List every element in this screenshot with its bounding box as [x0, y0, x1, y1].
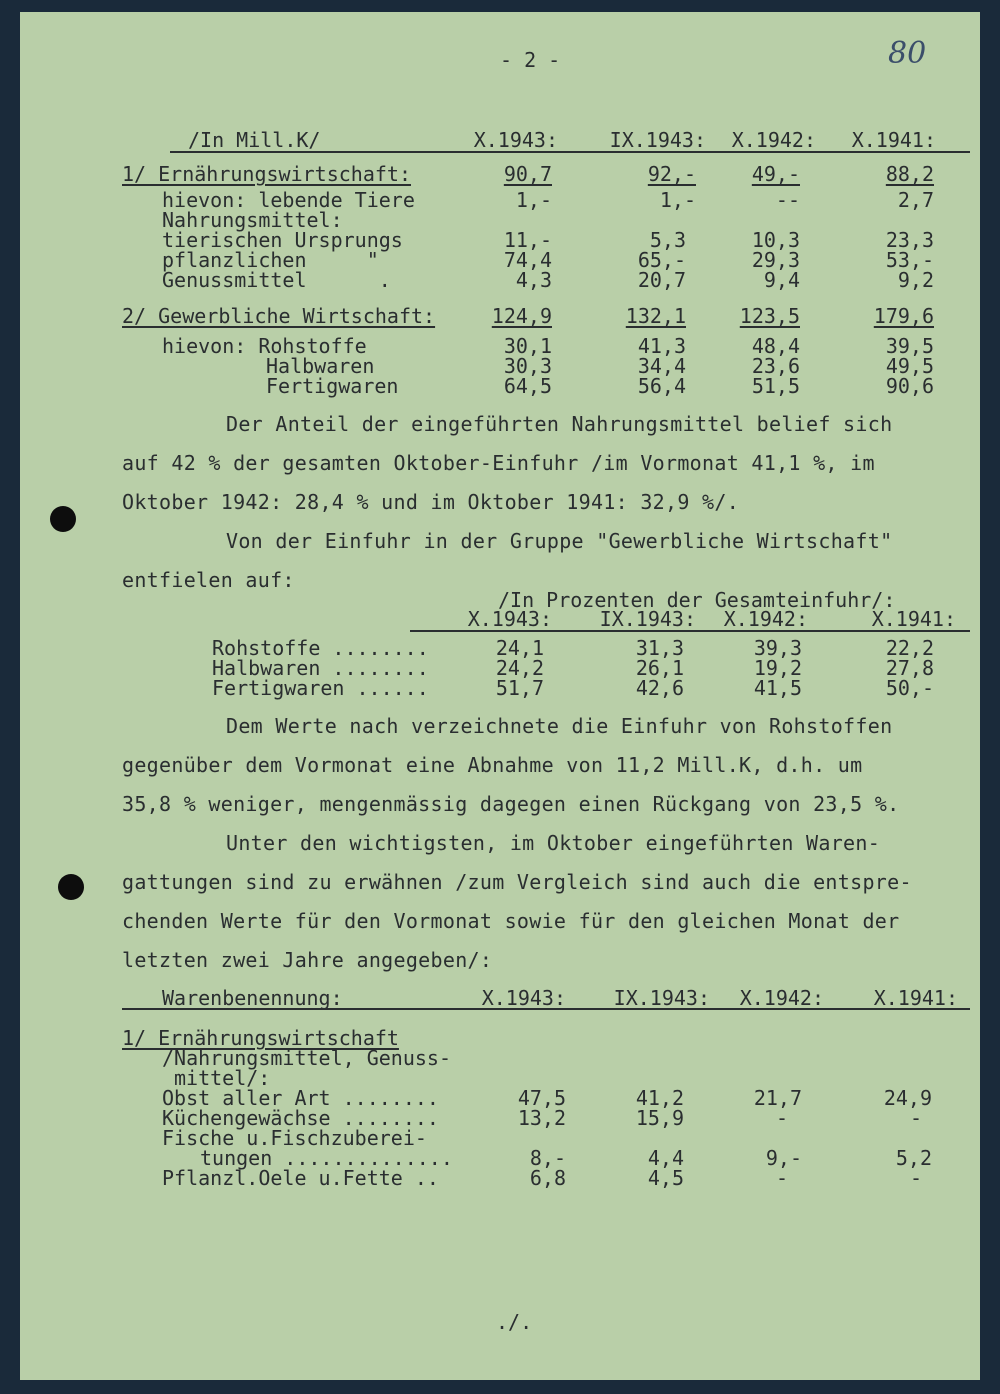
cell: 179,6: [873, 304, 934, 328]
cell: 49,5: [885, 354, 934, 378]
table2-col-header: X.1943:: [467, 607, 552, 631]
cell: 29,3: [751, 248, 800, 272]
paragraph-line: Unter den wichtigsten, im Oktober eingeführten Waren-: [226, 831, 881, 855]
table1-col-header: X.1942:: [731, 128, 816, 152]
page-number: - 2 -: [500, 48, 561, 72]
cell: 8,-: [529, 1146, 566, 1170]
punch-hole-top: [50, 506, 76, 532]
paragraph-line: Dem Werte nach verzeichnete die Einfuhr von Rohstoffen: [226, 714, 893, 738]
cell: 15,9: [635, 1106, 684, 1130]
table1-col-header: X.1941:: [851, 128, 936, 152]
table3-col-header: X.1943:: [481, 986, 566, 1010]
table3-col-header: IX.1943:: [613, 986, 710, 1010]
document-sheet: [20, 12, 980, 1380]
cell: 24,9: [883, 1086, 932, 1110]
paragraph-line: Oktober 1942: 28,4 % und im Oktober 1941: 32,9 %/.: [122, 490, 740, 514]
cell: 47,5: [517, 1086, 566, 1110]
cell: 4,3: [515, 268, 552, 292]
cell: 31,3: [635, 636, 684, 660]
cell: 23,3: [885, 228, 934, 252]
cell: 90,7: [503, 162, 552, 186]
cell: 132,1: [625, 304, 686, 328]
cell: 30,1: [503, 334, 552, 358]
cell: 53,-: [885, 248, 934, 272]
cell: 10,3: [751, 228, 800, 252]
cell: 1,-: [515, 188, 552, 212]
table3-section-title: 1/ Ernährungswirtschaft: [122, 1026, 399, 1050]
cell: 22,2: [885, 636, 934, 660]
table3-col-header: X.1941:: [873, 986, 958, 1010]
paragraph-line: Der Anteil der eingeführten Nahrungsmittel belief sich: [226, 412, 893, 436]
table2-unit-label: /In Prozenten der Gesamteinfuhr/:: [498, 588, 896, 612]
cell: 90,6: [885, 374, 934, 398]
cell: -: [775, 1166, 788, 1190]
cell: 41,2: [635, 1086, 684, 1110]
row-label: hievon: Rohstoffe: [162, 334, 367, 358]
cell: 24,2: [495, 656, 544, 680]
cell: 9,-: [765, 1146, 802, 1170]
paragraph-line: auf 42 % der gesamten Oktober-Einfuhr /im Vormonat 41,1 %, im: [122, 451, 875, 475]
row-label: Nahrungsmittel:: [162, 208, 343, 232]
table2-col-header: X.1941:: [871, 607, 956, 631]
cell: 74,4: [503, 248, 552, 272]
cell: -: [775, 1106, 788, 1130]
punch-hole-bottom: [58, 874, 84, 900]
cell: 9,2: [897, 268, 934, 292]
cell: 11,-: [503, 228, 552, 252]
cell: 39,3: [753, 636, 802, 660]
row-label: pflanzlichen ": [162, 248, 379, 272]
table2-col-header: IX.1943:: [599, 607, 696, 631]
continuation-mark: ./.: [496, 1310, 533, 1334]
cell: 26,1: [635, 656, 684, 680]
row-label: 1/ Ernährungswirtschaft:: [122, 162, 411, 186]
paragraph-line: entfielen auf:: [122, 568, 295, 592]
cell: 50,-: [885, 676, 934, 700]
row-label: Pflanzl.Oele u.Fette ..: [162, 1166, 439, 1190]
cell: 41,5: [753, 676, 802, 700]
table3-col-header: X.1942:: [739, 986, 824, 1010]
cell: 9,4: [763, 268, 800, 292]
row-label: Fertigwaren: [266, 374, 399, 398]
cell: -: [909, 1166, 922, 1190]
cell: 65,-: [637, 248, 686, 272]
cell: 30,3: [503, 354, 552, 378]
row-label: tungen ..............: [200, 1146, 453, 1170]
cell: 56,4: [637, 374, 686, 398]
table3-subsection: /Nahrungsmittel, Genuss-: [162, 1046, 451, 1070]
table3-header-rule: [122, 1008, 970, 1010]
paragraph-line: letzten zwei Jahre angegeben/:: [122, 948, 493, 972]
cell: 4,4: [647, 1146, 684, 1170]
cell: 6,8: [529, 1166, 566, 1190]
cell: 5,3: [649, 228, 686, 252]
cell: 51,5: [751, 374, 800, 398]
cell: 21,7: [753, 1086, 802, 1110]
cell: 39,5: [885, 334, 934, 358]
table1-col-header: X.1943:: [473, 128, 558, 152]
row-label: Küchengewächse ........: [162, 1106, 439, 1130]
paragraph-line: chenden Werte für den Vormonat sowie für den gleichen Monat der: [122, 909, 900, 933]
row-label: Obst aller Art ........: [162, 1086, 439, 1110]
cell: 2,7: [897, 188, 934, 212]
cell: 27,8: [885, 656, 934, 680]
paragraph-line: Von der Einfuhr in der Gruppe "Gewerbliche Wirtschaft": [226, 529, 893, 553]
cell: 48,4: [751, 334, 800, 358]
cell: 41,3: [637, 334, 686, 358]
table1-unit-label: /In Mill.K/: [188, 128, 321, 152]
cell: 64,5: [503, 374, 552, 398]
row-label: Fertigwaren ......: [212, 676, 429, 700]
cell: 34,4: [637, 354, 686, 378]
paragraph-line: 35,8 % weniger, mengenmässig dagegen einen Rückgang von 23,5 %.: [122, 792, 900, 816]
row-label: 2/ Gewerbliche Wirtschaft:: [122, 304, 436, 328]
row-label: hievon: lebende Tiere: [162, 188, 415, 212]
cell: 19,2: [753, 656, 802, 680]
table3-subsection: mittel/:: [174, 1066, 271, 1090]
row-label: Halbwaren ........: [212, 656, 429, 680]
table1-col-header: IX.1943:: [609, 128, 706, 152]
handwritten-folio-number: 80: [888, 36, 927, 71]
cell: 20,7: [637, 268, 686, 292]
cell: 24,1: [495, 636, 544, 660]
table1-header-rule: [170, 151, 970, 153]
cell: 23,6: [751, 354, 800, 378]
row-label: tierischen Ursprungs: [162, 228, 403, 252]
row-label: Halbwaren: [266, 354, 375, 378]
table2-col-header: X.1942:: [723, 607, 808, 631]
row-label: Fische u.Fischzuberei-: [162, 1126, 427, 1150]
table2-header-rule: [410, 630, 970, 632]
cell: 92,-: [647, 162, 696, 186]
cell: 42,6: [635, 676, 684, 700]
cell: --: [775, 188, 800, 212]
cell: -: [909, 1106, 922, 1130]
cell: 124,9: [491, 304, 552, 328]
cell: 123,5: [739, 304, 800, 328]
cell: 88,2: [885, 162, 934, 186]
row-label: Genussmittel .: [162, 268, 391, 292]
row-label: Rohstoffe ........: [212, 636, 429, 660]
paragraph-line: gegenüber dem Vormonat eine Abnahme von 11,2 Mill.K, d.h. um: [122, 753, 863, 777]
cell: 49,-: [751, 162, 800, 186]
cell: 5,2: [895, 1146, 932, 1170]
cell: 1,-: [659, 188, 696, 212]
cell: 51,7: [495, 676, 544, 700]
paragraph-line: gattungen sind zu erwähnen /zum Vergleich sind auch die entspre-: [122, 870, 912, 894]
cell: 4,5: [647, 1166, 684, 1190]
cell: 13,2: [517, 1106, 566, 1130]
table3-unit-label: Warenbenennung:: [162, 986, 343, 1010]
